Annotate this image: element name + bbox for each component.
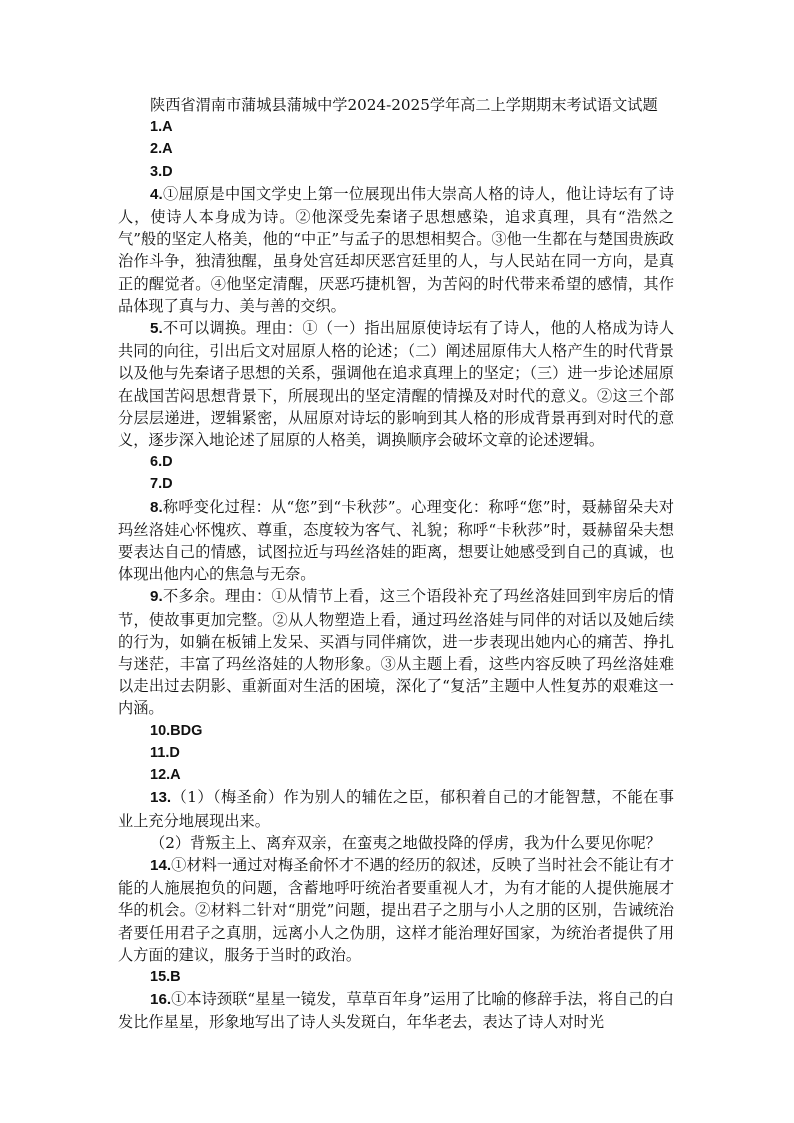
answer-text: D: [162, 476, 173, 493]
answer-text: （1）（梅圣俞）作为别人的辅佐之臣，郁积着自己的才能智慧，不能在事业上充分地展现出来。: [118, 788, 674, 830]
item-number: 15.: [150, 968, 171, 985]
answer-text: A: [162, 119, 173, 136]
answer-text: D: [162, 163, 173, 180]
answer-8: [118, 496, 674, 586]
answer-3: [118, 161, 674, 183]
item-number: 5.: [150, 320, 163, 338]
answer-text: ①本诗颈联“星星一镜发，草草百年身”运用了比喻的修辞手法，将自己的白发比作星星，形象地写出了诗人头发斑白，年华老去，表达了诗人对时光: [118, 990, 674, 1032]
answer-2: [118, 138, 674, 160]
item-number: 2.: [150, 141, 163, 158]
item-number: 3.: [150, 163, 163, 180]
answer-13-part-2: [118, 832, 674, 854]
item-number: 14.: [150, 856, 172, 874]
answer-13-part-1: [118, 786, 674, 831]
item-number: 9.: [150, 588, 163, 606]
item-number: 16.: [150, 991, 172, 1009]
answer-15: [118, 966, 674, 988]
item-number: 1.: [150, 119, 163, 136]
answer-text: B: [170, 968, 181, 985]
answer-text: BDG: [170, 722, 203, 739]
answer-5: [118, 317, 674, 451]
answer-14: [118, 854, 674, 966]
answer-text: D: [169, 744, 180, 761]
answer-text: 称呼变化过程：从“您”到“卡秋莎”。心理变化：称呼“您”时，聂赫留朵夫对玛丝洛娃心怀愧疚、尊重，态度较为客气、礼貌；称呼“卡秋莎”时，聂赫留朵夫想要表达自己的情感，试图拉近与玛丝洛娃的距离，想要让她感受到自己的真诚，也体现出他内心的焦急与无奈。: [118, 497, 674, 584]
answer-10: [118, 720, 674, 742]
item-number: 11.: [150, 744, 170, 761]
item-number: 4.: [150, 185, 163, 203]
answer-text: ①材料一通过对梅圣俞怀才不遇的经历的叙述，反映了当时社会不能让有才能的人施展抱负的问题，含蓄地呼吁统治者要重视人才，为有才能的人提供施展才华的机会。②材料二针对“朋党”问题，提出君子之朋与小人之朋的区别，告诫统治者要任用君子之真朋，远离小人之伪朋，这样才能治理好国家，为统治者提供了用人方面的建议，服务于当时的政治。: [118, 855, 674, 964]
answer-text: A: [170, 767, 181, 784]
answer-6: [118, 451, 674, 473]
item-number: 6.: [150, 454, 163, 471]
answer-text: 不多余。理由：①从情节上看，这三个语段补充了玛丝洛娃回到牢房后的情节，使故事更加完整。②从人物塑造上看，通过玛丝洛娃与同伴的对话以及她后续的行为，如躺在板铺上发呆、买酒与同伴痛饮，进一步表现出她内心的痛苦、挣扎与迷茫，丰富了玛丝洛娃的人物形象。③从主题上看，这些内容反映了玛丝洛娃难以走出过去阴影、重新面对生活的困境，深化了“复活”主题中人性复苏的艰难这一内涵。: [118, 587, 674, 718]
answer-9: [118, 585, 674, 719]
answer-text: 不可以调换。理由：①（一）指出屈原使诗坛有了诗人，他的人格成为诗人共同的向往，引出后文对屈原人格的论述；（二）阐述屈原伟大人格产生的时代背景以及他与先秦诸子思想的关系，强调他在追求真理上的坚定；（三）进一步论述屈原在战国苦闷思想背景下，所展现出的坚定清醒的情操及对时代的意义。②这三个部分层层递进，逻辑紧密，从屈原对诗坛的影响到其人格的形成背景再到对时代的意义，逐步深入地论述了屈原的人格美，调换顺序会破坏文章的论述逻辑。: [118, 319, 674, 450]
item-number: 12.: [150, 767, 171, 784]
answer-1: [118, 116, 674, 138]
answer-11: [118, 742, 674, 764]
answer-16: [118, 988, 674, 1033]
answer-7: [118, 473, 674, 495]
answer-text: A: [162, 141, 173, 158]
answer-text: （2）背叛主上、离弃双亲，在蛮夷之地做投降的俘虏，我为什么要见你呢？: [150, 833, 661, 852]
answer-text: ①屈原是中国文学史上第一位展现出伟大崇高人格的诗人，他让诗坛有了诗人，使诗人本身成为诗。②他深受先秦诸子思想感染，追求真理，具有“浩然之气”般的坚定人格美，他的“中正”与孟子的思想相契合。③他一生都在与楚国贵族政治作斗争，独清独醒，虽身处宫廷却厌恶宫廷里的人，与人民站在同一方向，是真正的醒觉者。④他坚定清醒，厌恶巧捷机智，为苦闷的时代带来希望的感情，其作品体现了真与力、美与善的交织。: [118, 184, 674, 315]
answer-12: [118, 764, 674, 786]
item-number: 13.: [150, 789, 172, 807]
answer-4: [118, 183, 674, 317]
item-number: 10.: [150, 722, 171, 739]
item-number: 7.: [150, 476, 163, 493]
item-number: 8.: [150, 498, 163, 516]
answer-text: D: [162, 454, 173, 471]
document-title: 陕西省渭南市蒲城县蒲城中学2024-2025学年高二上学期期末考试语文试题: [150, 96, 658, 114]
document-page: [118, 94, 674, 1034]
